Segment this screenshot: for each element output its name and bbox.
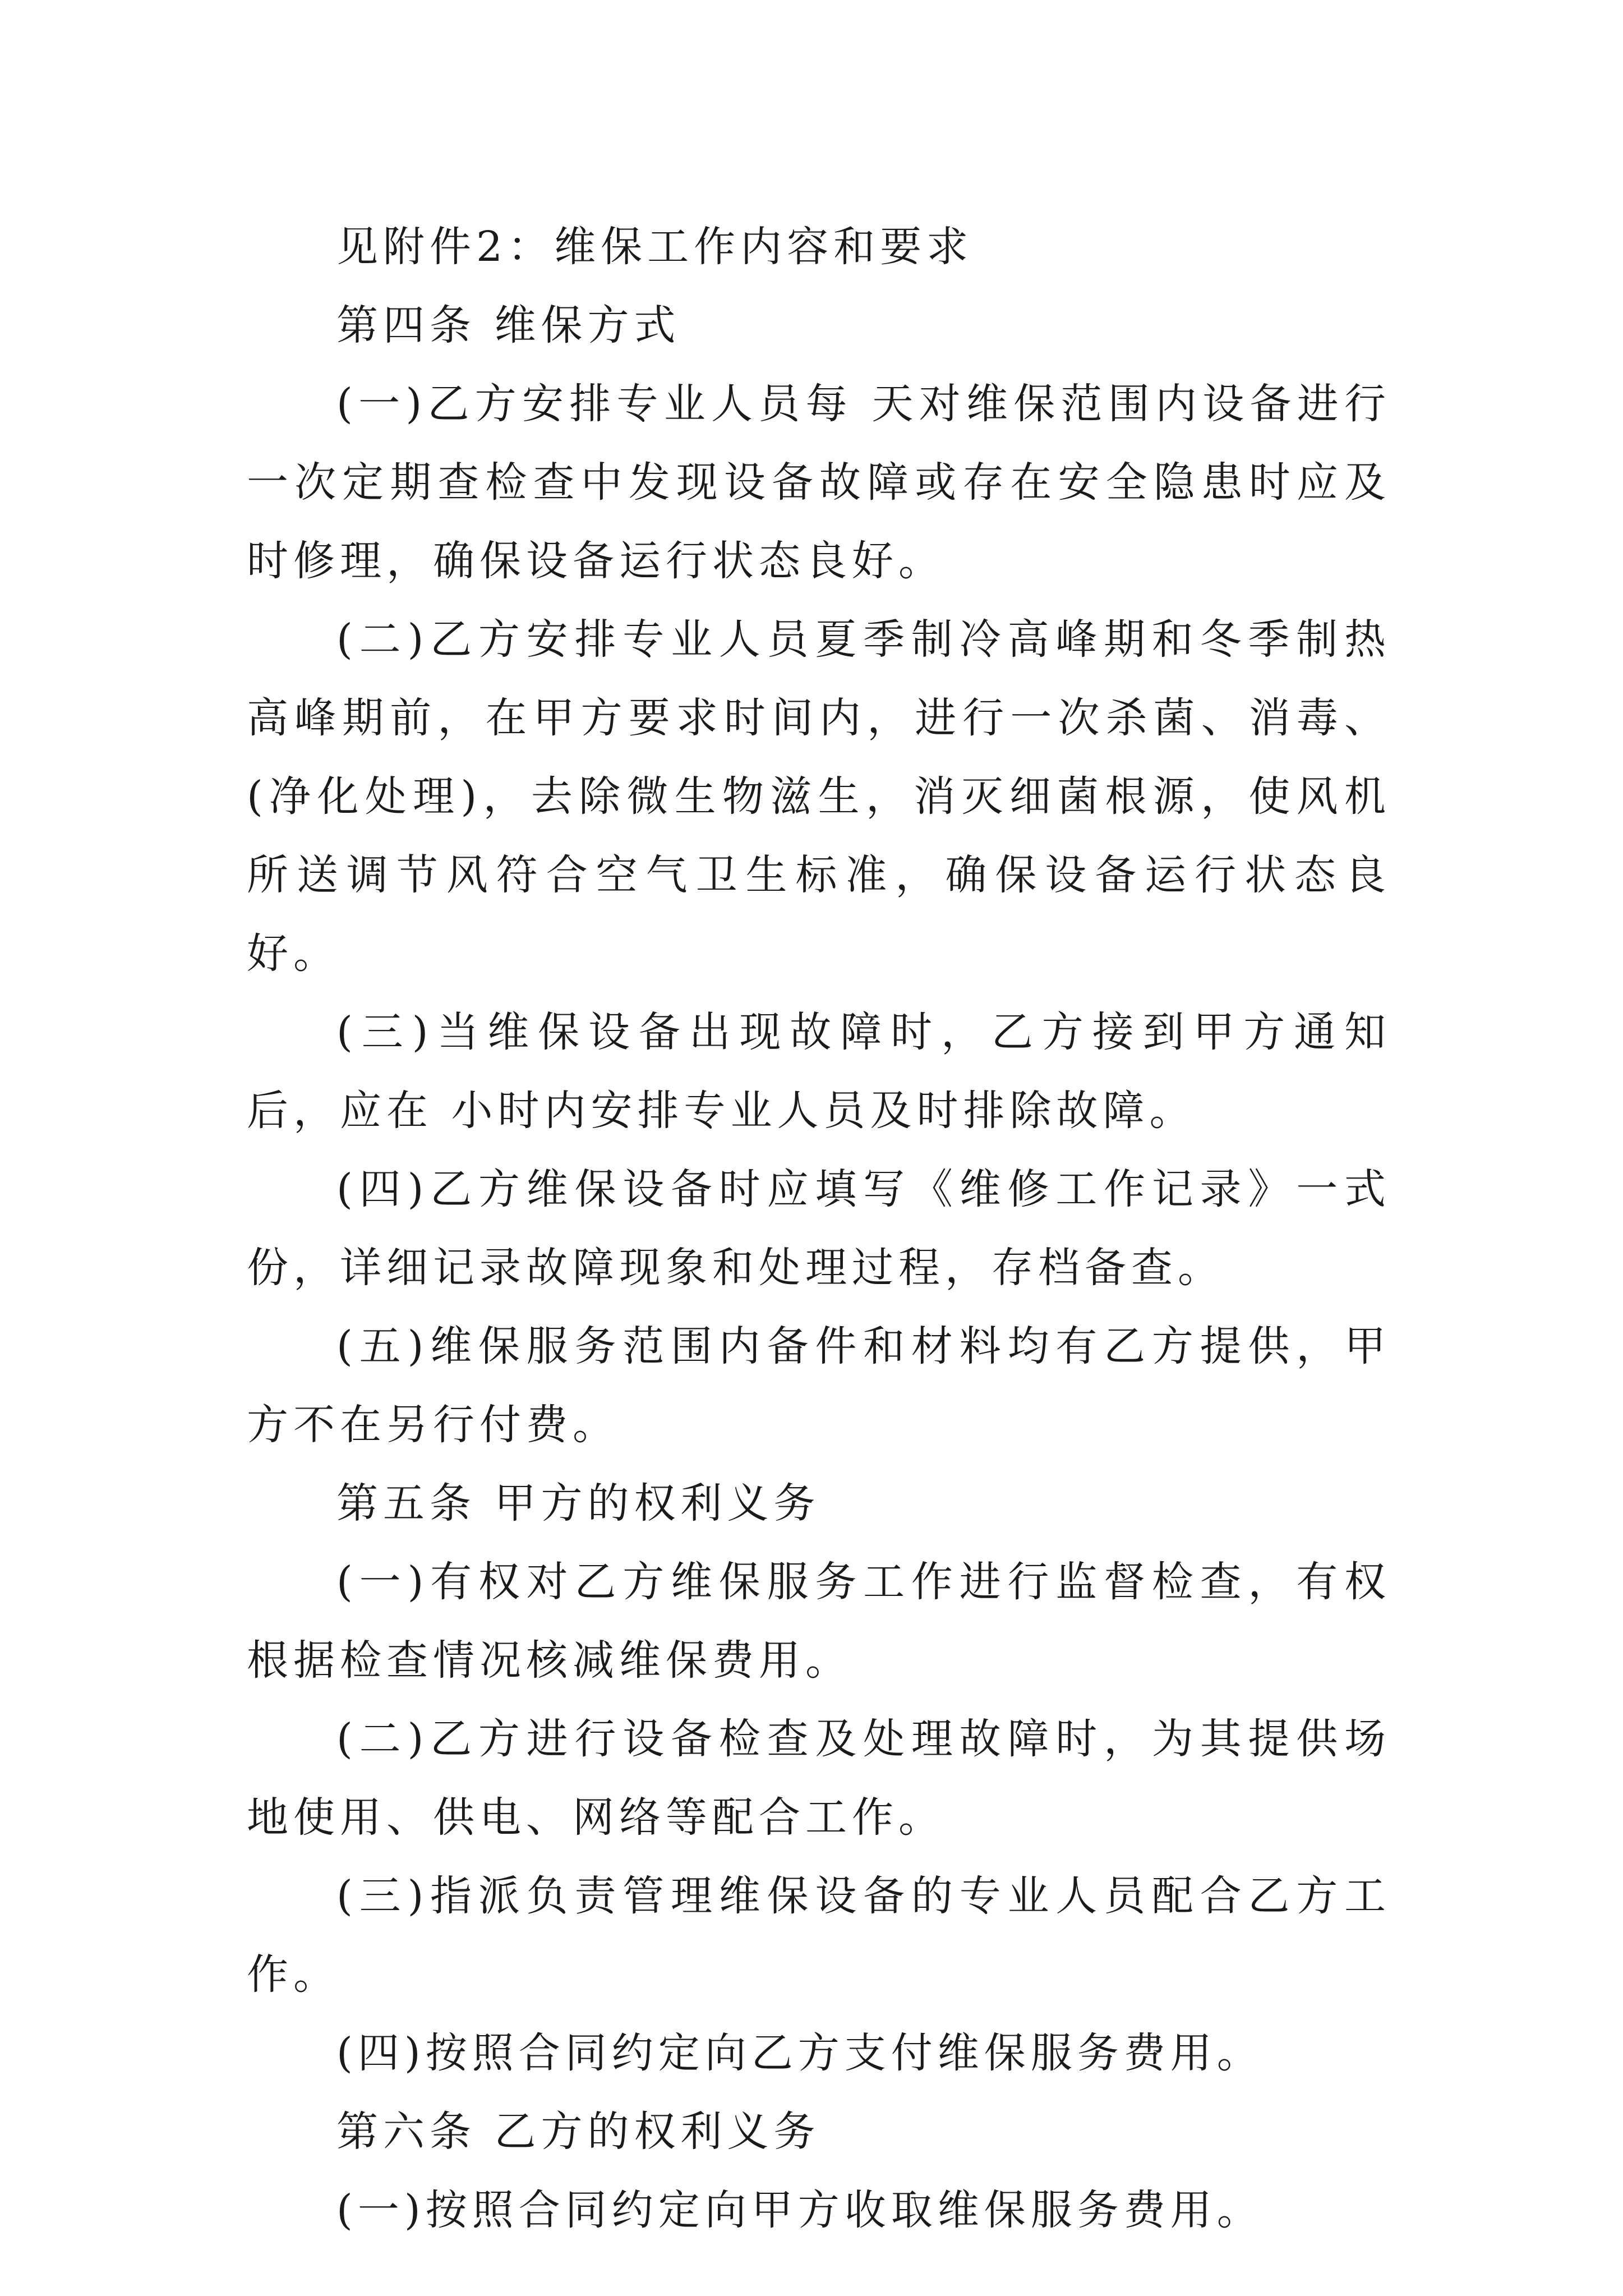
document-body xyxy=(247,208,1391,2249)
article-4-clause-4: (四)乙方维保设备时应填写《维修工作记录》一式 份，详细记录故障现象和处理过程，存档备查。 xyxy=(247,1165,1391,1292)
attachment-reference: 见附件2：维保工作内容和要求 xyxy=(336,223,974,271)
article-5-clause-3: (三)指派负责管理维保设备的专业人员配合乙方工作。 xyxy=(247,1872,1391,1999)
article-5-clause-2: (二)乙方进行设备检查及处理故障时，为其提供场地使用、供电、网络等配合工作。 xyxy=(247,1715,1391,1842)
article-5-heading: 第五条 甲方的权利义务 xyxy=(336,1479,820,1527)
article-4-clause-2: (二)乙方安排专业人员夏季制冷高峰期和冬季制热高峰期前，在甲方要求时间内，进行一次杀菌、消毒、(净化处理)，去除微生物滋生，消灭细菌根源，使风机所送调节风符合空气卫生标准，确保设备运行状态良好。 xyxy=(247,615,1391,978)
article-4-clause-5: (五)维保服务范围内备件和材料均有乙方提供，甲方不在另行付费。 xyxy=(247,1322,1391,1449)
article-6-clause-1: (一)按照合同约定向甲方收取维保服务费用。 xyxy=(336,2186,1264,2234)
article-4-heading: 第四条 维保方式 xyxy=(336,301,681,349)
article-4-clause-3: (三)当维保设备出现故障时，乙方接到甲方通知后，应在 小时内安排专业人员及时排除故障。 xyxy=(247,1008,1391,1135)
article-5-clause-4: (四)按照合同约定向乙方支付维保服务费用。 xyxy=(336,2029,1264,2077)
article-5-clause-1: (一)有权对乙方维保服务工作进行监督检查，有权根据检查情况核减维保费用。 xyxy=(247,1558,1391,1685)
article-6-heading: 第六条 乙方的权利义务 xyxy=(336,2108,820,2156)
article-4-clause-1: (一)乙方安排专业人员每 天对维保范围内设备进行一次定期查检查中发现设备故障或存在安全隐患时应及时修理，确保设备运行状态良好。 xyxy=(247,380,1391,585)
